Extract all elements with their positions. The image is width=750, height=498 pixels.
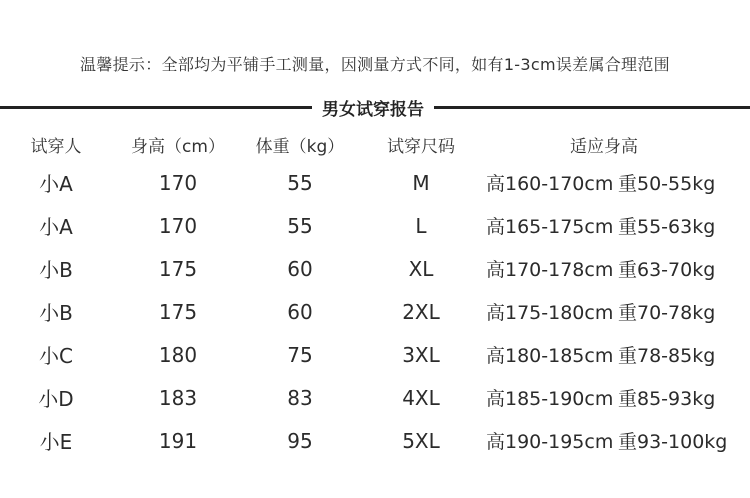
report-title: 男女试穿报告 [322,100,424,120]
cell-height: 183 [158,385,198,410]
title-rule-right [434,106,750,109]
tip-text: 温馨提示：全部均为平铺手工测量，因测量方式不同，如有1-3cm误差属合理范围 [80,55,670,74]
cell-height: 170 [158,170,198,195]
fit-weight: 重78-85kg [618,345,716,367]
cell-height: 191 [158,428,198,453]
cell-fit [486,161,750,204]
cell-person: 小A [39,172,73,196]
cell-fit [486,419,750,462]
table-header-row [0,127,750,161]
cell-person: 小A [39,215,73,239]
header-person: 试穿人 [30,136,82,157]
cell-height: 175 [158,256,198,281]
cell-person: 小B [39,258,73,282]
fit-weight: 重50-55kg [618,173,716,195]
cell-person: 小D [38,387,74,411]
cell-weight: 55 [287,213,313,238]
cell-fit [486,376,750,419]
cell-weight: 83 [287,385,313,410]
cell-person: 小C [39,344,73,368]
title-rule-left [0,106,312,109]
cell-size: M [412,170,430,195]
fit-weight: 重63-70kg [618,259,716,281]
cell-size: 3XL [402,342,440,367]
table-row [0,247,750,290]
fit-weight: 重93-100kg [618,431,728,453]
cell-person: 小E [39,430,73,454]
cell-height: 175 [158,299,198,324]
header-size: 试穿尺码 [387,136,455,157]
cell-weight: 60 [287,256,313,281]
cell-weight: 60 [287,299,313,324]
fit-weight: 重70-78kg [618,302,716,324]
cell-height: 170 [158,213,198,238]
fit-height: 高175-180cm [486,302,614,324]
cell-fit [486,290,750,333]
cell-fit [486,333,750,376]
cell-size: L [415,213,427,238]
table-row [0,161,750,204]
table-row [0,290,750,333]
cell-weight: 55 [287,170,313,195]
cell-size: 5XL [402,428,440,453]
fit-height: 高165-175cm [486,216,614,238]
cell-person: 小B [39,301,73,325]
table-row [0,376,750,419]
table-row [0,333,750,376]
fit-height: 高190-195cm [486,431,614,453]
cell-fit [486,247,750,290]
fit-height: 高170-178cm [486,259,614,281]
header-height: 身高（cm） [131,136,225,157]
header-fit: 适应身高 [570,136,638,157]
fit-weight: 重55-63kg [618,216,716,238]
header-weight: 体重（kg） [255,136,345,157]
fit-height: 高180-185cm [486,345,614,367]
cell-size: XL [408,256,434,281]
cell-height: 180 [158,342,198,367]
cell-fit [486,204,750,247]
title-row [0,95,750,119]
cell-weight: 95 [287,428,313,453]
cell-weight: 75 [287,342,313,367]
fit-height: 高185-190cm [486,388,614,410]
fit-height: 高160-170cm [486,173,614,195]
fit-report-table [0,127,750,462]
cell-size: 2XL [402,299,440,324]
table-row [0,204,750,247]
table-row [0,419,750,462]
cell-size: 4XL [402,385,440,410]
fit-weight: 重85-93kg [618,388,716,410]
